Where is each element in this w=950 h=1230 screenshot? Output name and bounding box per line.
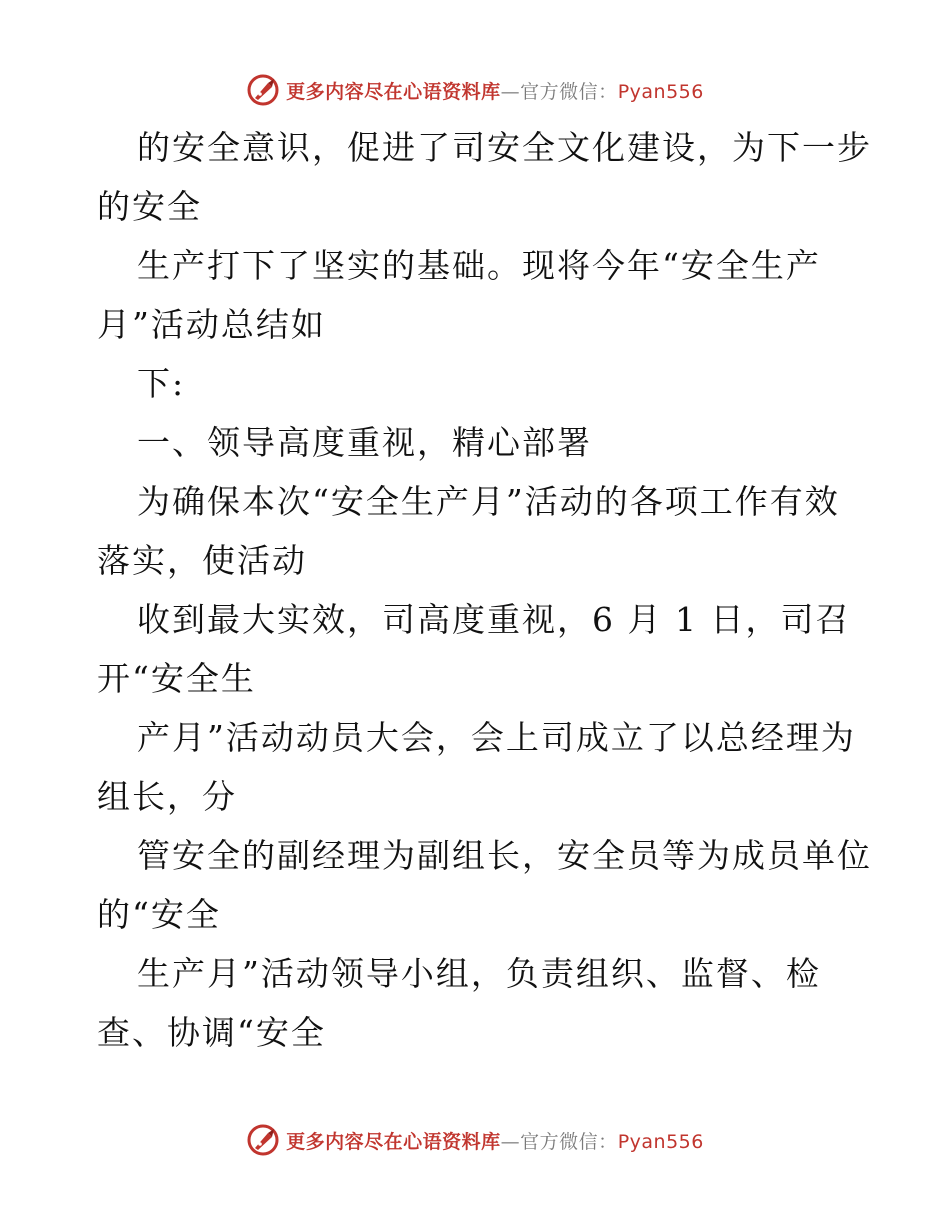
- pen-nib-logo-icon: [246, 73, 280, 107]
- body-line: 收到最大实效，司高度重视，6 月 1 日，司召: [137, 600, 851, 639]
- document-body: [97, 118, 872, 1062]
- body-line: 产月”活动动员大会，会上司成立了以总经理为: [137, 718, 856, 757]
- banner-wechat-label: 官方微信：: [520, 80, 618, 103]
- banner-main-text: 更多内容尽在心语资料库: [286, 80, 501, 103]
- body-line: 下:: [137, 364, 186, 403]
- body-line: 生产打下了坚实的基础。现将今年“安全生产: [137, 246, 821, 285]
- pen-nib-logo-icon: [246, 1123, 280, 1157]
- section-heading: 一、领导高度重视，精心部署: [137, 423, 592, 462]
- body-line: 查、协调“安全: [97, 1013, 326, 1052]
- body-line: 组长，分: [97, 777, 237, 816]
- banner-separator: —: [500, 80, 521, 103]
- body-line: 的安全: [97, 187, 202, 226]
- body-line: 的安全意识，促进了司安全文化建设，为下一步: [137, 128, 872, 167]
- banner-wechat-id: Pyan556: [617, 80, 704, 103]
- body-line: 为确保本次“安全生产月”活动的各项工作有效: [137, 482, 840, 521]
- body-line: 月”活动总结如: [97, 305, 326, 344]
- banner-wechat-id: Pyan556: [617, 1130, 704, 1153]
- body-line: 管安全的副经理为副组长，安全员等为成员单位: [137, 836, 872, 875]
- body-line: 生产月”活动领导小组，负责组织、监督、检: [137, 954, 821, 993]
- banner-wechat-label: 官方微信：: [520, 1130, 618, 1153]
- footer-banner: [0, 1122, 950, 1158]
- body-line: 落实，使活动: [97, 541, 307, 580]
- body-line: 的“安全: [97, 895, 221, 934]
- banner-text: [286, 77, 704, 104]
- banner-separator: —: [500, 1130, 521, 1153]
- banner-text: [286, 1127, 704, 1154]
- body-line: 开“安全生: [97, 659, 256, 698]
- header-banner: [0, 72, 950, 108]
- banner-main-text: 更多内容尽在心语资料库: [286, 1130, 501, 1153]
